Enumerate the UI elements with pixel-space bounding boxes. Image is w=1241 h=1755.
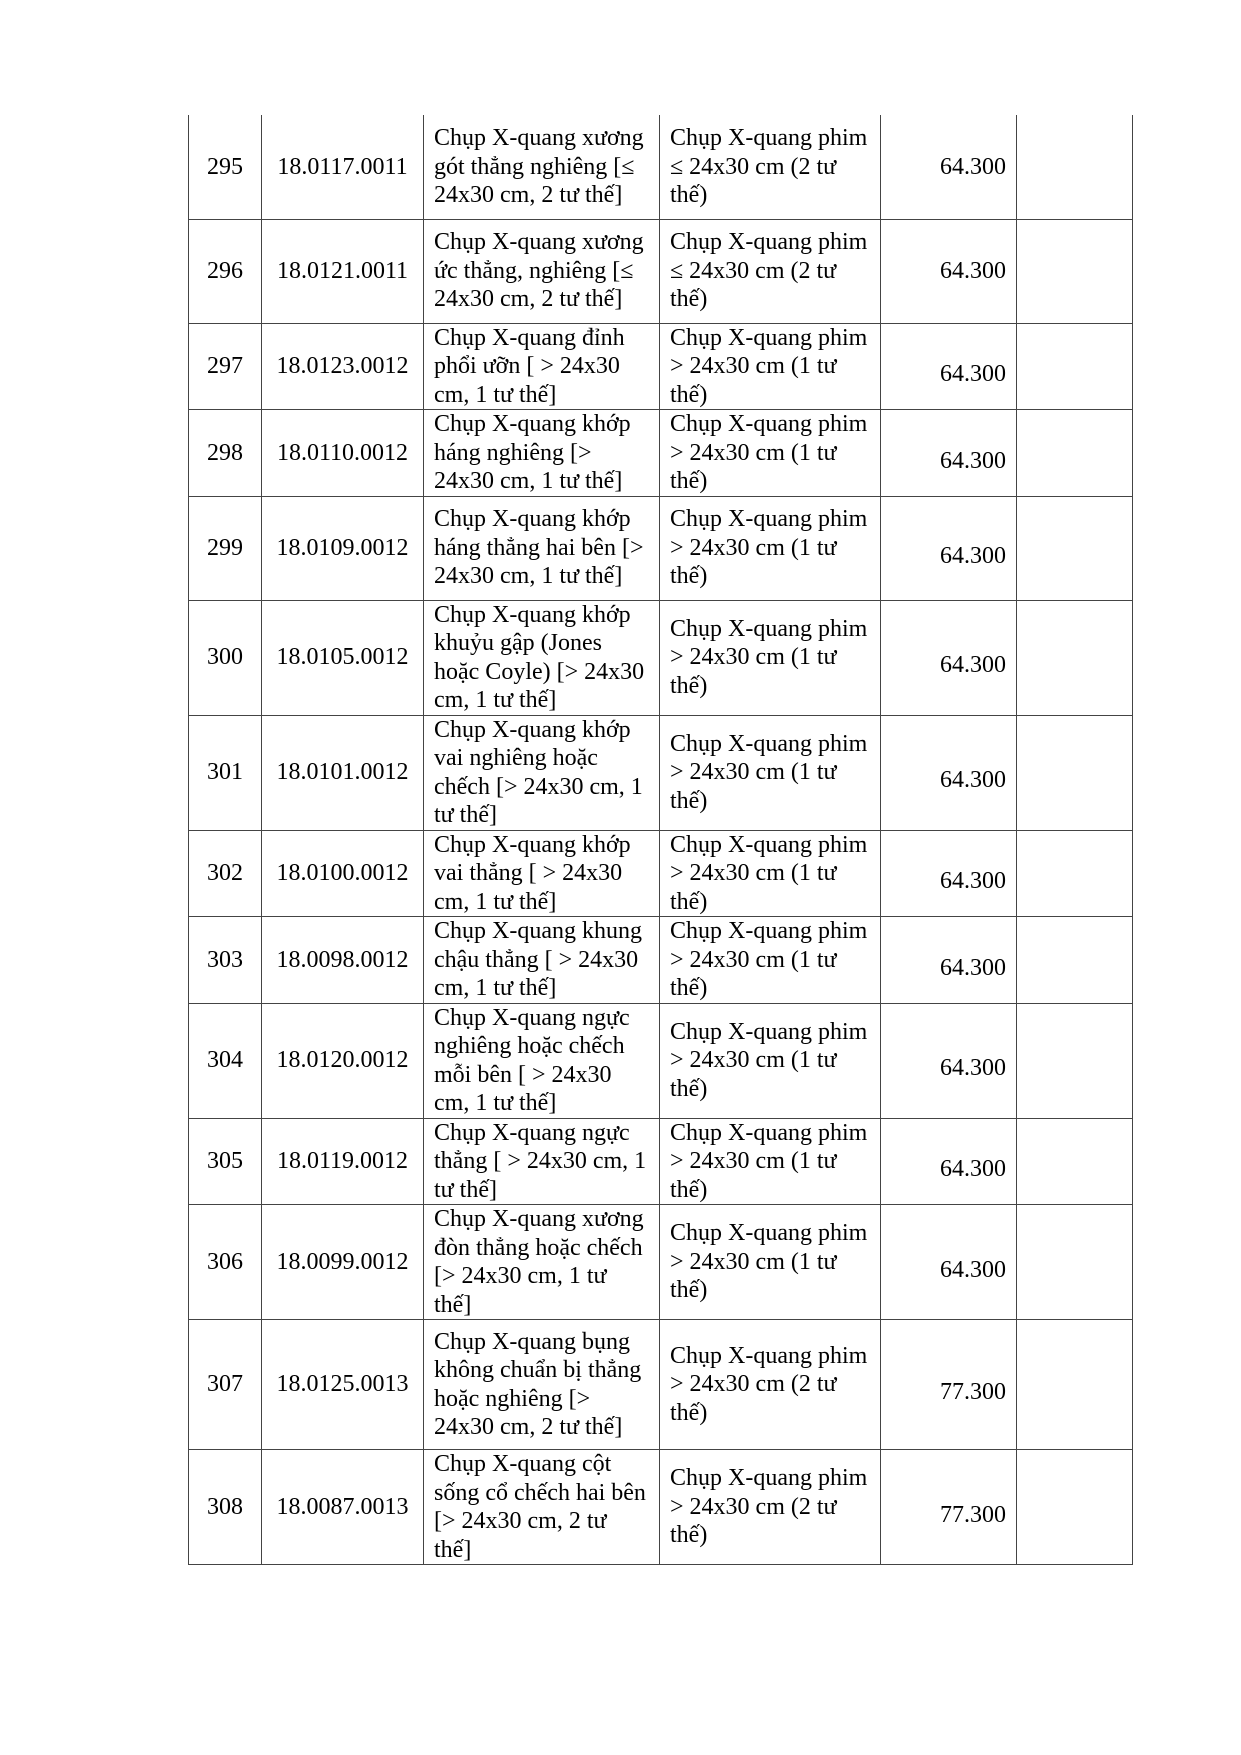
note-cell <box>1017 496 1133 600</box>
service-name: Chụp X-quang xương ức thẳng, nghiêng [≤ 24x30 cm, 2 tư thế] <box>424 219 660 323</box>
reference-standard: Chụp X-quang phim > 24x30 cm (1 tư thế) <box>660 496 881 600</box>
service-name: Chụp X-quang khớp háng nghiêng [> 24x30 cm, 1 tư thế] <box>424 410 660 497</box>
reference-standard: Chụp X-quang phim > 24x30 cm (1 tư thế) <box>660 830 881 917</box>
service-code: 18.0120.0012 <box>262 1003 424 1118</box>
service-name: Chụp X-quang xương gót thẳng nghiêng [≤ 24x30 cm, 2 tư thế] <box>424 115 660 219</box>
row-number: 306 <box>189 1205 262 1320</box>
row-number: 304 <box>189 1003 262 1118</box>
price-cell <box>881 1003 1017 1118</box>
service-name: Chụp X-quang ngực nghiêng hoặc chếch mỗi bên [ > 24x30 cm, 1 tư thế] <box>424 1003 660 1118</box>
note-cell <box>1017 410 1133 497</box>
table-row <box>189 115 1133 219</box>
price-value: 64.300 <box>940 257 1006 284</box>
service-name: Chụp X-quang khớp háng thẳng hai bên [> 24x30 cm, 1 tư thế] <box>424 496 660 600</box>
price-cell <box>881 715 1017 830</box>
price-cell <box>881 496 1017 600</box>
note-cell <box>1017 1205 1133 1320</box>
table-row <box>189 600 1133 715</box>
reference-standard: Chụp X-quang phim > 24x30 cm (1 tư thế) <box>660 917 881 1004</box>
row-number: 297 <box>189 323 262 410</box>
reference-standard: Chụp X-quang phim > 24x30 cm (1 tư thế) <box>660 1205 881 1320</box>
price-value: 64.300 <box>940 1256 1006 1283</box>
price-value: 64.300 <box>940 542 1006 569</box>
price-value: 64.300 <box>940 868 1006 894</box>
price-value: 64.300 <box>940 767 1006 794</box>
service-code: 18.0105.0012 <box>262 600 424 715</box>
price-cell <box>881 1205 1017 1320</box>
row-number: 305 <box>189 1118 262 1205</box>
service-name: Chụp X-quang khung chậu thẳng [ > 24x30 cm, 1 tư thế] <box>424 917 660 1004</box>
reference-standard: Chụp X-quang phim > 24x30 cm (1 tư thế) <box>660 1118 881 1205</box>
reference-standard: Chụp X-quang phim > 24x30 cm (1 tư thế) <box>660 1003 881 1118</box>
price-cell <box>881 323 1017 410</box>
service-code: 18.0087.0013 <box>262 1450 424 1565</box>
service-name: Chụp X-quang bụng không chuẩn bị thẳng hoặc nghiêng [> 24x30 cm, 2 tư thế] <box>424 1320 660 1450</box>
service-code: 18.0110.0012 <box>262 410 424 497</box>
note-cell <box>1017 600 1133 715</box>
price-cell <box>881 830 1017 917</box>
service-name: Chụp X-quang ngực thẳng [ > 24x30 cm, 1 tư thế] <box>424 1118 660 1205</box>
price-cell <box>881 600 1017 715</box>
reference-standard: Chụp X-quang phim > 24x30 cm (2 tư thế) <box>660 1320 881 1450</box>
table-row <box>189 496 1133 600</box>
service-code: 18.0123.0012 <box>262 323 424 410</box>
reference-standard: Chụp X-quang phim > 24x30 cm (1 tư thế) <box>660 600 881 715</box>
note-cell <box>1017 917 1133 1004</box>
price-value: 64.300 <box>940 361 1006 387</box>
row-number: 302 <box>189 830 262 917</box>
note-cell <box>1017 219 1133 323</box>
service-code: 18.0121.0011 <box>262 219 424 323</box>
price-value: 64.300 <box>940 1156 1006 1182</box>
row-number: 307 <box>189 1320 262 1450</box>
service-code: 18.0117.0011 <box>262 115 424 219</box>
note-cell <box>1017 1003 1133 1118</box>
service-name: Chụp X-quang cột sống cổ chếch hai bên [> 24x30 cm, 2 tư thế] <box>424 1450 660 1565</box>
table-row <box>189 1118 1133 1205</box>
reference-standard: Chụp X-quang phim > 24x30 cm (1 tư thế) <box>660 715 881 830</box>
price-value: 64.300 <box>940 652 1006 679</box>
price-value: 64.300 <box>940 1055 1006 1082</box>
service-code: 18.0119.0012 <box>262 1118 424 1205</box>
price-cell <box>881 1450 1017 1565</box>
service-code: 18.0099.0012 <box>262 1205 424 1320</box>
service-code: 18.0109.0012 <box>262 496 424 600</box>
price-value: 77.300 <box>940 1379 1006 1406</box>
table-row <box>189 1320 1133 1450</box>
price-cell <box>881 1320 1017 1450</box>
row-number: 298 <box>189 410 262 497</box>
service-name: Chụp X-quang khớp vai nghiêng hoặc chếch [> 24x30 cm, 1 tư thế] <box>424 715 660 830</box>
note-cell <box>1017 115 1133 219</box>
note-cell <box>1017 1320 1133 1450</box>
service-code: 18.0100.0012 <box>262 830 424 917</box>
service-name: Chụp X-quang đỉnh phổi ưỡn [ > 24x30 cm, 1 tư thế] <box>424 323 660 410</box>
price-cell <box>881 115 1017 219</box>
note-cell <box>1017 1450 1133 1565</box>
service-code: 18.0101.0012 <box>262 715 424 830</box>
note-cell <box>1017 715 1133 830</box>
price-cell <box>881 410 1017 497</box>
service-code: 18.0125.0013 <box>262 1320 424 1450</box>
reference-standard: Chụp X-quang phim ≤ 24x30 cm (2 tư thế) <box>660 219 881 323</box>
table-row <box>189 917 1133 1004</box>
note-cell <box>1017 323 1133 410</box>
service-code: 18.0098.0012 <box>262 917 424 1004</box>
reference-standard: Chụp X-quang phim > 24x30 cm (1 tư thế) <box>660 323 881 410</box>
note-cell <box>1017 830 1133 917</box>
row-number: 300 <box>189 600 262 715</box>
row-number: 296 <box>189 219 262 323</box>
price-cell <box>881 1118 1017 1205</box>
row-number: 299 <box>189 496 262 600</box>
row-number: 301 <box>189 715 262 830</box>
price-value: 77.300 <box>940 1501 1006 1528</box>
table-row <box>189 1205 1133 1320</box>
table-row <box>189 830 1133 917</box>
price-value: 64.300 <box>940 954 1006 981</box>
table-row <box>189 1003 1133 1118</box>
row-number: 295 <box>189 115 262 219</box>
table-row <box>189 715 1133 830</box>
reference-standard: Chụp X-quang phim ≤ 24x30 cm (2 tư thế) <box>660 115 881 219</box>
service-name: Chụp X-quang khớp khuỷu gập (Jones hoặc Coyle) [> 24x30 cm, 1 tư thế] <box>424 600 660 715</box>
price-cell <box>881 219 1017 323</box>
reference-standard: Chụp X-quang phim > 24x30 cm (1 tư thế) <box>660 410 881 497</box>
table-row <box>189 410 1133 497</box>
table-row <box>189 219 1133 323</box>
service-name: Chụp X-quang khớp vai thẳng [ > 24x30 cm, 1 tư thế] <box>424 830 660 917</box>
note-cell <box>1017 1118 1133 1205</box>
reference-standard: Chụp X-quang phim > 24x30 cm (2 tư thế) <box>660 1450 881 1565</box>
row-number: 303 <box>189 917 262 1004</box>
service-name: Chụp X-quang xương đòn thẳng hoặc chếch [> 24x30 cm, 1 tư thế] <box>424 1205 660 1320</box>
price-cell <box>881 917 1017 1004</box>
table-row <box>189 323 1133 410</box>
price-table <box>188 115 1133 1565</box>
row-number: 308 <box>189 1450 262 1565</box>
table-row <box>189 1450 1133 1565</box>
price-value: 64.300 <box>940 447 1006 474</box>
price-value: 64.300 <box>940 153 1006 180</box>
